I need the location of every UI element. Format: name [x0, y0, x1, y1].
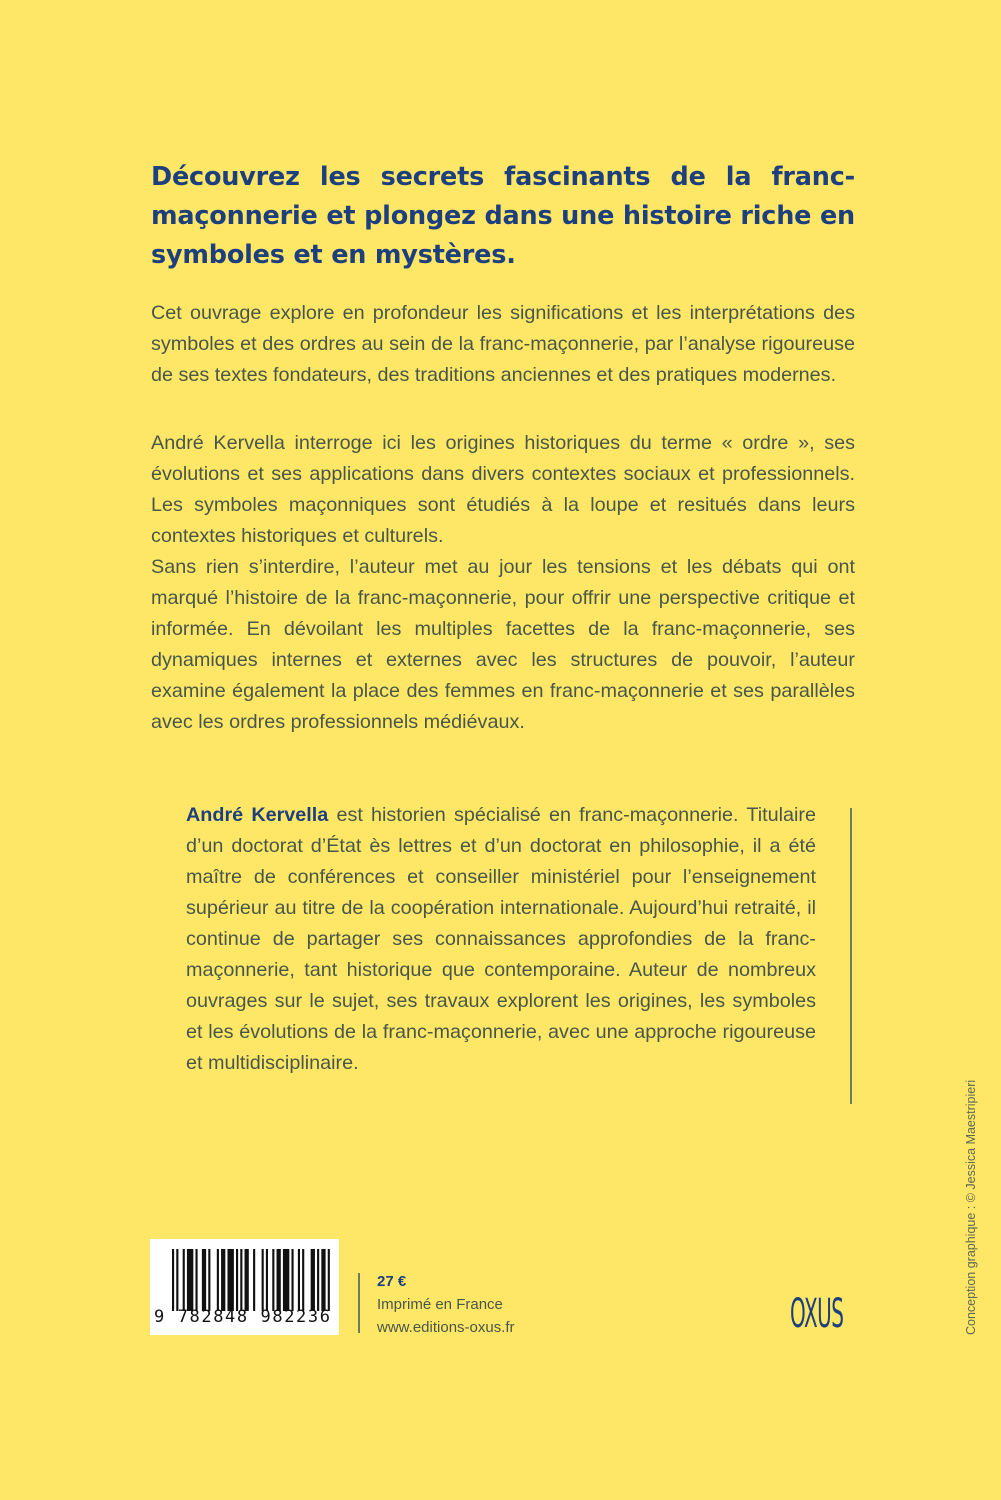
- barcode-bar: [317, 1249, 319, 1311]
- barcode-bar: [291, 1249, 293, 1311]
- barcode-bar: [172, 1249, 174, 1311]
- barcode-bar: [311, 1249, 315, 1311]
- barcode-bar: [195, 1249, 197, 1311]
- printed-in: Imprimé en France: [377, 1296, 503, 1313]
- oxus-logo-icon: OXUS: [790, 1291, 844, 1337]
- barcode-first-digit: 9: [154, 1307, 166, 1327]
- barcode-bar: [245, 1249, 249, 1311]
- description-paragraph-2: André Kervella interroge ici les origines historiques du terme « ordre », ses évolutions et ses applications dans divers contextes sociaux et professionnels. Les symboles maçonniques sont étudiés à la loupe et resitués dans leurs contextes historiques et culturels.: [151, 432, 855, 547]
- barcode-bar: [262, 1249, 264, 1311]
- barcode-bar: [266, 1249, 268, 1311]
- barcode-bar: [176, 1249, 178, 1311]
- author-bio-text: est historien spécialisé en franc-maçonnerie. Titulaire d’un doctorat d’État ès lettres et d’un doctorat en philosophie, il a été maître de conférences et conseiller ministériel pour l’enseignement supérieur au titre de la coopération internationale. Aujourd’hui retraité, il continue de partager ses connaissances approfondies de la franc-maçonnerie, tant historique que contemporaine. Auteur de nombreux ouvrages sur le sujet, ses travaux explorent les origines, les symboles et les évolutions de la franc-maçonnerie, avec une approche rigoureuse et multidisciplinaire.: [186, 804, 816, 1074]
- author-name: André Kervella: [186, 804, 329, 826]
- barcode-bar: [328, 1249, 330, 1311]
- barcode-bar: [277, 1249, 281, 1311]
- price: 27 €: [377, 1273, 407, 1290]
- isbn-barcode: [150, 1239, 339, 1335]
- barcode-bar: [298, 1249, 300, 1311]
- barcode-bar: [302, 1249, 304, 1311]
- barcode-bar: [227, 1249, 233, 1311]
- author-bio: [186, 800, 816, 1079]
- barcode-bars: [172, 1249, 332, 1311]
- barcode-bar: [187, 1249, 193, 1311]
- publisher-website: www.editions-oxus.fr: [377, 1319, 515, 1336]
- barcode-group-2: 982236: [260, 1307, 332, 1327]
- barcode-bar: [253, 1249, 255, 1311]
- back-cover-headline: Découvrez les secrets fascinants de la franc-maçonnerie et plongez dans une histoire riche en symboles et en mystères.: [151, 162, 855, 270]
- barcode-bar: [240, 1249, 242, 1311]
- barcode-bar: [183, 1249, 185, 1311]
- barcode-bar: [217, 1249, 219, 1311]
- barcode-bar: [202, 1249, 206, 1311]
- barcode-bar: [236, 1249, 238, 1311]
- barcode-bar: [321, 1249, 325, 1311]
- design-credit: Conception graphique : © Jessica Maestripieri: [964, 1079, 978, 1335]
- barcode-bar: [272, 1249, 274, 1311]
- barcode-group-1: 782848: [177, 1307, 249, 1327]
- description-paragraph-1: Cet ouvrage explore en profondeur les significations et les interprétations des symboles et des ordres au sein de la franc-maçonnerie, par l’analyse rigoureuse de ses textes fondateurs, des traditions anciennes et des pratiques modernes.: [151, 302, 855, 386]
- bio-vertical-rule: [850, 808, 852, 1104]
- barcode-bar: [221, 1249, 225, 1311]
- barcode-digits: [154, 1307, 337, 1327]
- barcode-bar: [208, 1249, 210, 1311]
- info-vertical-rule: [358, 1273, 360, 1333]
- description-paragraph-3: Sans rien s’interdire, l’auteur met au jour les tensions et les débats qui ont marqué l’histoire de la franc-maçonnerie, pour offrir une perspective critique et informée. En dévoilant les multiples facettes de la franc-maçonnerie, ses dynamiques internes et externes avec les structures de pouvoir, l’auteur examine également la place des femmes en franc-maçonnerie et ses parallèles avec les ordres professionnels médiévaux.: [151, 556, 855, 733]
- barcode-bar: [283, 1249, 289, 1311]
